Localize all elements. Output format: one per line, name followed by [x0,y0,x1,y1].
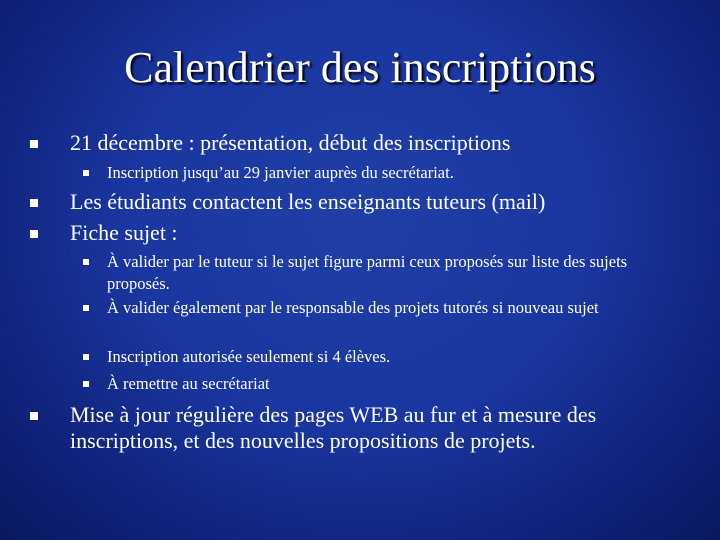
bullet-text: Mise à jour régulière des pages WEB au fur et à mesure des inscriptions, et des nouvelles propositions de projets. [70,402,597,453]
sub-bullet-text: À valider également par le responsable des projets tutorés si nouveau sujet [107,298,599,317]
slide-title: Calendrier des inscriptions [124,43,596,92]
sub-bullet-marker-icon [83,305,89,311]
sub-bullet-marker-icon [83,170,89,176]
sub-bullet-item [83,162,683,184]
sub-bullet-item [83,346,683,368]
bullet-text: Les étudiants contactent les enseignants tuteurs (mail) [70,189,546,214]
sub-bullet-text: À remettre au secrétariat [107,374,270,393]
sub-bullet-item [83,373,683,395]
bullet-marker-icon [30,230,38,238]
sub-bullet-text: À valider par le tuteur si le sujet figure parmi ceux proposés sur liste des sujets proposés. [107,252,628,293]
sub-bullet-text: Inscription jusqu’au 29 janvier auprès du secrétariat. [107,163,454,182]
bullet-item [30,189,680,215]
bullet-marker-icon [30,199,38,207]
bullet-text: Fiche sujet : [70,220,178,245]
bullet-item [30,220,680,246]
sub-bullet-marker-icon [83,259,89,265]
sub-bullet-marker-icon [83,381,89,387]
sub-bullet-item [83,297,683,341]
bullet-item [30,130,680,156]
sub-bullet-text: Inscription autorisée seulement si 4 élèves. [107,347,391,366]
bullet-marker-icon [30,412,38,420]
bullet-marker-icon [30,140,38,148]
bullet-item [30,402,680,454]
bullet-text: 21 décembre : présentation, début des inscriptions [70,130,511,155]
sub-bullet-item [83,251,683,295]
sub-bullet-marker-icon [83,354,89,360]
